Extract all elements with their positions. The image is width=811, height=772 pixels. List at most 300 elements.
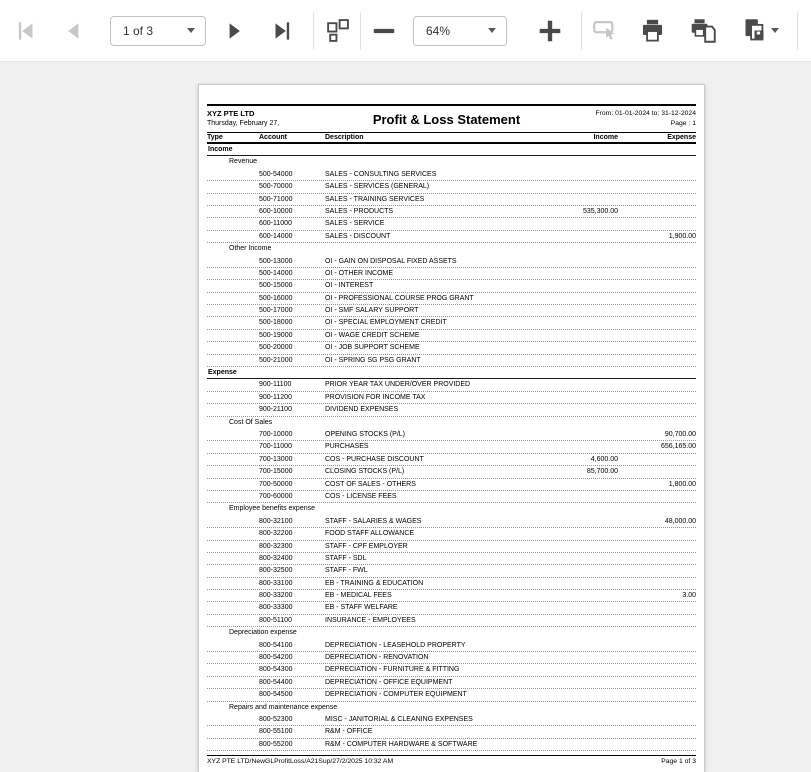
cell-type xyxy=(207,528,259,540)
cell-income xyxy=(505,429,618,441)
cell-description: OI - JOB SUPPORT SCHEME xyxy=(325,344,420,352)
cell-income xyxy=(505,677,618,689)
multipage-view-button[interactable] xyxy=(321,14,353,48)
cell-account: 800-32100 xyxy=(259,517,293,525)
account-row xyxy=(207,602,696,614)
cell-account: 800-54300 xyxy=(259,666,293,674)
cell-description: DEPRECIATION - COMPUTER EQUIPMENT xyxy=(325,691,467,699)
group-row xyxy=(207,627,696,639)
cell-account: 800-32300 xyxy=(259,542,293,550)
cell-type xyxy=(207,231,259,243)
cell-income xyxy=(505,553,618,565)
cell-account: 500-70000 xyxy=(259,183,293,191)
account-row xyxy=(207,330,696,342)
cell-description: OPENING STOCKS (P/L) xyxy=(325,430,405,438)
account-row xyxy=(207,677,696,689)
cell-account: 800-54400 xyxy=(259,678,293,686)
report-footer xyxy=(207,755,696,765)
account-row xyxy=(207,379,696,391)
cell-income xyxy=(505,689,618,701)
cell-income xyxy=(505,330,618,342)
cell-type xyxy=(207,565,259,577)
account-row xyxy=(207,491,696,503)
group-row xyxy=(207,417,696,429)
cell-expense xyxy=(618,404,696,416)
cell-description: DEPRECIATION - OFFICE EQUIPMENT xyxy=(325,678,453,686)
account-row xyxy=(207,256,696,268)
cell-expense xyxy=(618,342,696,354)
column-header-expense: Expense xyxy=(667,134,696,141)
cell-description: EB - MEDICAL FEES xyxy=(325,592,392,600)
cell-expense xyxy=(618,355,696,367)
cell-expense xyxy=(618,640,696,652)
cell-income xyxy=(505,392,618,404)
cell-account: 500-14000 xyxy=(259,269,293,277)
print-page-icon xyxy=(690,17,717,44)
print-page-button[interactable] xyxy=(687,14,719,48)
cell-expense: 3.00 xyxy=(682,592,696,600)
cell-description: PROVISION FOR INCOME TAX xyxy=(325,393,426,401)
page-selector-value: 1 of 3 xyxy=(123,23,154,38)
cell-type xyxy=(207,169,259,181)
cell-description: PRIOR YEAR TAX UNDER/OVER PROVIDED xyxy=(325,381,471,389)
cell-type xyxy=(207,317,259,329)
account-row xyxy=(207,280,696,292)
cell-description: SALES - DISCOUNT xyxy=(325,232,391,240)
account-row xyxy=(207,206,696,218)
account-row xyxy=(207,194,696,206)
cell-expense xyxy=(618,677,696,689)
group-row xyxy=(207,702,696,714)
account-row xyxy=(207,404,696,416)
cell-account: 700-10000 xyxy=(259,430,293,438)
cell-type xyxy=(207,652,259,664)
cell-expense xyxy=(618,578,696,590)
cell-income xyxy=(505,565,618,577)
cell-expense xyxy=(618,726,696,738)
cell-description: COST OF SALES - OTHERS xyxy=(325,480,416,488)
export-icon xyxy=(741,17,768,44)
cell-expense xyxy=(618,379,696,391)
cell-income xyxy=(505,739,618,751)
group-row xyxy=(207,503,696,515)
cell-expense xyxy=(618,256,696,268)
cell-expense xyxy=(618,169,696,181)
cell-expense xyxy=(618,194,696,206)
cell-type xyxy=(207,293,259,305)
account-row xyxy=(207,578,696,590)
cell-type xyxy=(207,541,259,553)
account-row xyxy=(207,454,696,466)
cell-account: 500-13000 xyxy=(259,257,293,265)
cell-type xyxy=(207,590,259,602)
account-row xyxy=(207,231,696,243)
cell-type xyxy=(207,206,259,218)
cell-description: COS - PURCHASE DISCOUNT xyxy=(325,455,424,463)
zoom-out-icon xyxy=(371,18,397,44)
account-row xyxy=(207,640,696,652)
account-row xyxy=(207,553,696,565)
cell-income: 4,600.00 xyxy=(590,455,618,463)
account-row xyxy=(207,169,696,181)
cell-type xyxy=(207,305,259,317)
report-date: Thursday, February 27, xyxy=(207,120,280,127)
cell-description: OI - SMF SALARY SUPPORT xyxy=(325,307,419,315)
cell-income xyxy=(505,541,618,553)
cell-account: 800-54500 xyxy=(259,691,293,699)
cell-type xyxy=(207,194,259,206)
cell-expense: 1,800.00 xyxy=(668,480,696,488)
cell-description: OI - WAGE CREDIT SCHEME xyxy=(325,331,420,339)
account-row xyxy=(207,541,696,553)
column-header-type: Type xyxy=(207,134,223,141)
cell-description: SALES - SERVICES (GENERAL) xyxy=(325,183,430,191)
cell-account: 500-17000 xyxy=(259,307,293,315)
cell-expense xyxy=(618,218,696,230)
cell-income xyxy=(505,218,618,230)
cell-account: 500-71000 xyxy=(259,195,293,203)
preview-area xyxy=(0,62,811,772)
cell-expense xyxy=(618,739,696,751)
cell-type xyxy=(207,714,259,726)
cell-account: 500-21000 xyxy=(259,356,293,364)
cell-type xyxy=(207,256,259,268)
zoom-out-button[interactable] xyxy=(368,14,400,48)
cell-description: DEPRECIATION - FURNITURE & FITTING xyxy=(325,666,460,674)
cell-type xyxy=(207,677,259,689)
cell-description: R&M - OFFICE xyxy=(325,728,373,736)
account-row xyxy=(207,615,696,627)
print-icon xyxy=(639,17,666,44)
column-headers xyxy=(207,132,696,144)
cell-income xyxy=(505,652,618,664)
cell-type xyxy=(207,181,259,193)
section-row xyxy=(207,367,696,379)
cell-type xyxy=(207,441,259,453)
account-row xyxy=(207,466,696,478)
column-header-income: Income xyxy=(593,134,618,141)
cell-expense xyxy=(618,615,696,627)
cell-type xyxy=(207,342,259,354)
cell-account: 800-54100 xyxy=(259,641,293,649)
cell-expense xyxy=(618,714,696,726)
cell-type xyxy=(207,280,259,292)
cell-description: DIVIDEND EXPENSES xyxy=(325,406,399,414)
cell-income xyxy=(505,293,618,305)
cell-income xyxy=(505,602,618,614)
cell-income xyxy=(505,268,618,280)
cell-income: 85,700.00 xyxy=(586,468,618,476)
account-row xyxy=(207,317,696,329)
cell-account: 800-33300 xyxy=(259,604,293,612)
cell-income xyxy=(505,516,618,528)
cell-type xyxy=(207,479,259,491)
toolbar-separator xyxy=(360,12,361,50)
cell-income xyxy=(505,640,618,652)
last-page-button[interactable] xyxy=(266,14,298,48)
cell-description: STAFF - FWL xyxy=(325,567,368,575)
cell-description: CLOSING STOCKS (P/L) xyxy=(325,468,405,476)
cell-description: OI - INTEREST xyxy=(325,282,374,290)
cell-type xyxy=(207,602,259,614)
cell-description: PURCHASES xyxy=(325,443,369,451)
cell-expense xyxy=(618,181,696,193)
cell-account: 600-10000 xyxy=(259,207,293,215)
cell-income xyxy=(505,578,618,590)
cell-account: 800-54200 xyxy=(259,654,293,662)
cell-income xyxy=(505,231,618,243)
cell-income xyxy=(505,404,618,416)
cell-income xyxy=(505,317,618,329)
editing-fields-icon xyxy=(592,17,619,44)
toolbar-separator xyxy=(581,12,582,50)
account-row xyxy=(207,664,696,676)
account-row xyxy=(207,726,696,738)
multipage-view-icon xyxy=(325,18,350,43)
row-label: Revenue xyxy=(229,158,258,166)
cell-description: FOOD STAFF ALLOWANCE xyxy=(325,530,415,538)
account-row xyxy=(207,689,696,701)
cell-type xyxy=(207,689,259,701)
cell-type xyxy=(207,454,259,466)
cell-expense xyxy=(618,553,696,565)
cell-type xyxy=(207,640,259,652)
last-page-icon xyxy=(269,18,295,44)
cell-expense xyxy=(618,280,696,292)
row-label: Repairs and maintenance expense xyxy=(229,703,338,711)
chevron-down-icon xyxy=(488,28,496,33)
cell-type xyxy=(207,664,259,676)
cell-account: 900-21100 xyxy=(259,406,292,414)
cell-account: 800-32500 xyxy=(259,567,293,575)
cell-expense xyxy=(618,317,696,329)
column-header-description: Description xyxy=(325,134,364,141)
cell-expense xyxy=(618,466,696,478)
cell-description: SALES - PRODUCTS xyxy=(325,207,394,215)
row-label: Depreciation expense xyxy=(229,629,297,637)
cell-description: OI - SPRING SG PSG GRANT xyxy=(325,356,421,364)
cell-expense xyxy=(618,528,696,540)
group-row xyxy=(207,243,696,255)
cell-type xyxy=(207,466,259,478)
cell-account: 600-11000 xyxy=(259,220,292,228)
company-name: XYZ PTE LTD xyxy=(207,109,255,118)
account-row xyxy=(207,268,696,280)
account-row xyxy=(207,565,696,577)
cell-description: OI - OTHER INCOME xyxy=(325,269,394,277)
cell-expense xyxy=(618,268,696,280)
cell-description: OI - GAIN ON DISPOSAL FIXED ASSETS xyxy=(325,257,457,265)
zoom-in-button[interactable] xyxy=(534,14,566,48)
cell-income xyxy=(505,169,618,181)
cell-income xyxy=(505,441,618,453)
account-row xyxy=(207,714,696,726)
zoom-selector[interactable] xyxy=(413,16,507,46)
account-row xyxy=(207,739,696,751)
account-row xyxy=(207,293,696,305)
cell-expense xyxy=(618,541,696,553)
cell-expense: 90,700.00 xyxy=(664,430,696,438)
cell-description: EB - TRAINING & EDUCATION xyxy=(325,579,424,587)
cell-description: STAFF - CPF EMPLOYER xyxy=(325,542,408,550)
cell-account: 500-20000 xyxy=(259,344,293,352)
report-title: Profit & Loss Statement xyxy=(372,112,521,127)
cell-description: MISC - JANITORIAL & CLEANING EXPENSES xyxy=(325,715,473,723)
cell-description: INSURANCE - EMPLOYEES xyxy=(325,616,416,624)
toolbar-separator xyxy=(313,12,314,50)
print-button[interactable] xyxy=(636,14,668,48)
cell-type xyxy=(207,491,259,503)
cell-income xyxy=(505,714,618,726)
account-row xyxy=(207,305,696,317)
cell-account: 500-15000 xyxy=(259,282,293,290)
cell-type xyxy=(207,355,259,367)
cell-type xyxy=(207,218,259,230)
cell-income xyxy=(505,590,618,602)
row-label: Cost Of Sales xyxy=(229,418,273,426)
zoom-in-icon xyxy=(537,18,563,44)
cell-type xyxy=(207,739,259,751)
cell-account: 700-50000 xyxy=(259,480,293,488)
cell-description: DEPRECIATION - RENOVATION xyxy=(325,654,429,662)
cell-income xyxy=(505,194,618,206)
cell-account: 700-60000 xyxy=(259,492,293,500)
cell-account: 800-51100 xyxy=(259,616,292,624)
report-header xyxy=(207,104,696,132)
cell-expense xyxy=(618,565,696,577)
row-label: Other Income xyxy=(229,245,272,253)
cell-type xyxy=(207,268,259,280)
cell-description: SALES - SERVICE xyxy=(325,220,385,228)
cell-income: 535,300.00 xyxy=(582,207,618,215)
cell-expense: 48,000.00 xyxy=(664,517,696,525)
row-label: Expense xyxy=(208,369,237,377)
cell-account: 600-14000 xyxy=(259,232,293,240)
report-page-number: Page : 1 xyxy=(670,120,696,127)
cell-account: 500-19000 xyxy=(259,331,293,339)
cell-expense: 656,165.00 xyxy=(660,443,696,451)
chevron-down-icon xyxy=(187,28,195,33)
account-row xyxy=(207,590,696,602)
account-row xyxy=(207,392,696,404)
cell-description: EB - STAFF WELFARE xyxy=(325,604,398,612)
cell-description: STAFF - SALARIES & WAGES xyxy=(325,517,422,525)
cell-income xyxy=(505,355,618,367)
cell-income xyxy=(505,528,618,540)
cell-expense xyxy=(618,206,696,218)
cell-income xyxy=(505,305,618,317)
cell-description: OI - SPECIAL EMPLOYMENT CREDIT xyxy=(325,319,447,327)
cell-account: 900-11200 xyxy=(259,393,292,401)
report-rows xyxy=(207,144,696,751)
account-row xyxy=(207,516,696,528)
cell-type xyxy=(207,379,259,391)
cell-description: COS - LICENSE FEES xyxy=(325,492,397,500)
cell-income xyxy=(505,256,618,268)
cell-income xyxy=(505,491,618,503)
highlight-editing-fields-button[interactable] xyxy=(589,14,621,48)
chevron-down-icon xyxy=(771,28,779,33)
cell-expense xyxy=(618,689,696,701)
account-row xyxy=(207,342,696,354)
cell-description: OI - PROFESSIONAL COURSE PROG GRANT xyxy=(325,294,474,302)
cell-account: 800-32400 xyxy=(259,554,293,562)
cell-description: R&M - COMPUTER HARDWARE & SOFTWARE xyxy=(325,740,478,748)
cell-expense xyxy=(618,454,696,466)
account-row xyxy=(207,479,696,491)
cell-account: 800-52300 xyxy=(259,715,293,723)
cell-type xyxy=(207,429,259,441)
cell-description: SALES - CONSULTING SERVICES xyxy=(325,170,437,178)
cell-account: 800-55200 xyxy=(259,740,293,748)
account-row xyxy=(207,355,696,367)
cell-account: 500-18000 xyxy=(259,319,293,327)
report-page xyxy=(198,84,705,772)
footer-page-count: Page 1 of 3 xyxy=(661,758,696,766)
cell-type xyxy=(207,330,259,342)
cell-income xyxy=(505,615,618,627)
cell-account: 500-54000 xyxy=(259,170,293,178)
footer-report-path: XYZ PTE LTD/NewGLProfitLoss/A21Sup/27/2/2025 10:32 AM xyxy=(207,758,394,766)
zoom-selector-value: 64% xyxy=(426,23,451,38)
first-page-icon xyxy=(13,18,39,44)
report-date-range: From: 01-01-2024 to: 31-12-2024 xyxy=(595,110,696,117)
page-selector[interactable] xyxy=(110,16,206,46)
cell-income xyxy=(505,280,618,292)
previous-page-icon xyxy=(60,18,86,44)
next-page-button[interactable] xyxy=(219,14,251,48)
report-viewer-toolbar xyxy=(0,0,811,62)
cell-type xyxy=(207,726,259,738)
cell-account: 500-16000 xyxy=(259,294,293,302)
cell-expense xyxy=(618,293,696,305)
column-header-account: Account xyxy=(259,134,287,141)
cell-expense xyxy=(618,602,696,614)
cell-expense xyxy=(618,392,696,404)
cell-type xyxy=(207,615,259,627)
cell-type xyxy=(207,516,259,528)
previous-page-button[interactable] xyxy=(57,14,89,48)
account-row xyxy=(207,429,696,441)
cell-account: 800-33200 xyxy=(259,592,293,600)
account-row xyxy=(207,441,696,453)
cell-expense: 1,900.00 xyxy=(668,232,696,240)
cell-expense xyxy=(618,305,696,317)
cell-type xyxy=(207,392,259,404)
row-label: Income xyxy=(208,146,233,153)
cell-income xyxy=(505,181,618,193)
cell-account: 800-55100 xyxy=(259,728,293,736)
cell-expense xyxy=(618,652,696,664)
cell-description: SALES - TRAINING SERVICES xyxy=(325,195,425,203)
cell-income xyxy=(505,479,618,491)
group-row xyxy=(207,156,696,168)
cell-account: 800-33100 xyxy=(259,579,293,587)
cell-expense xyxy=(618,664,696,676)
cell-income xyxy=(505,342,618,354)
cell-account: 900-11100 xyxy=(259,381,292,389)
cell-account: 700-15000 xyxy=(259,468,293,476)
cell-expense xyxy=(618,491,696,503)
next-page-icon xyxy=(222,18,248,44)
account-row xyxy=(207,218,696,230)
cell-account: 700-13000 xyxy=(259,455,293,463)
first-page-button[interactable] xyxy=(10,14,42,48)
account-row xyxy=(207,528,696,540)
toolbar-separator xyxy=(797,12,798,50)
export-button[interactable] xyxy=(738,14,782,48)
cell-income xyxy=(505,664,618,676)
